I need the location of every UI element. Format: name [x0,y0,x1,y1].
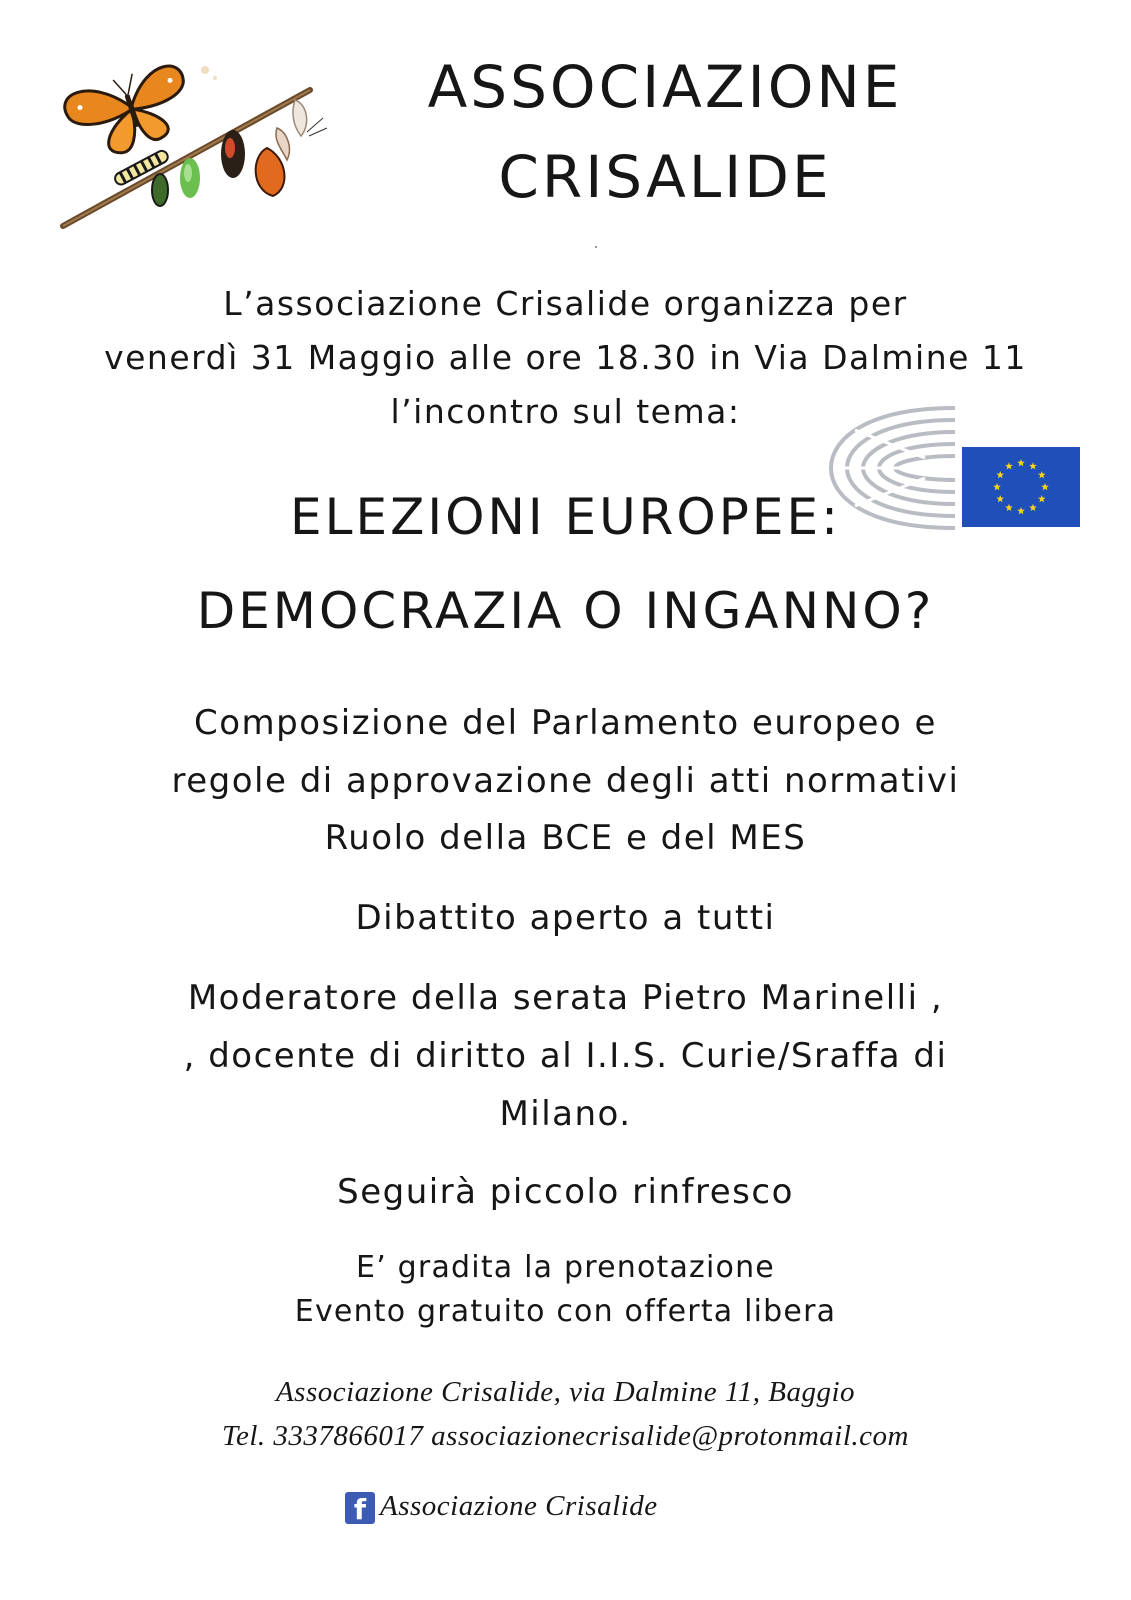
facebook-page-link[interactable]: Associazione Crisalide [380,1490,658,1522]
contact-address: Associazione Crisalide, via Dalmine 11, Baggio [275,1376,856,1408]
debate-text: Dibattito aperto a tutti [355,898,776,938]
topic-line-2: regole di approvazione degli atti normativi [171,761,960,801]
contact-phone-email: Tel. 3337866017 associazionecrisalide@protonmail.com [222,1420,909,1452]
topic-line-1: Composizione del Parlamento europeo e [194,703,937,743]
facebook-icon: f [345,1492,375,1524]
intro-line-1: L’associazione Crisalide organizza per [223,284,908,323]
intro-line-2: venerdì 31 Maggio alle ore 18.30 in Via Dalmine 11 [104,338,1027,377]
butterfly-metamorphosis-logo [55,48,345,248]
moderator-line-2: , docente di diritto al I.I.S. Curie/Sraffa di [183,1036,948,1076]
booking-line-1: E’ gradita la prenotazione [356,1250,775,1285]
intro-line-3: l’incontro sul tema: [390,392,741,431]
scan-speck [595,246,597,248]
headline-line-1: ELEZIONI EUROPEE: [290,488,841,546]
organization-title-line-2: CRISALIDE [498,143,832,211]
headline-line-2: DEMOCRAZIA O INGANNO? [196,582,935,640]
refreshment-text: Seguirà piccolo rinfresco [337,1172,794,1212]
topic-line-3: Ruolo della BCE e del MES [324,818,807,858]
moderator-line-1: Moderatore della serata Pietro Marinelli , [187,978,944,1018]
booking-line-2: Evento gratuito con offerta libera [294,1294,837,1329]
organization-title-line-1: ASSOCIAZIONE [427,53,903,121]
moderator-line-3: Milano. [499,1094,632,1134]
